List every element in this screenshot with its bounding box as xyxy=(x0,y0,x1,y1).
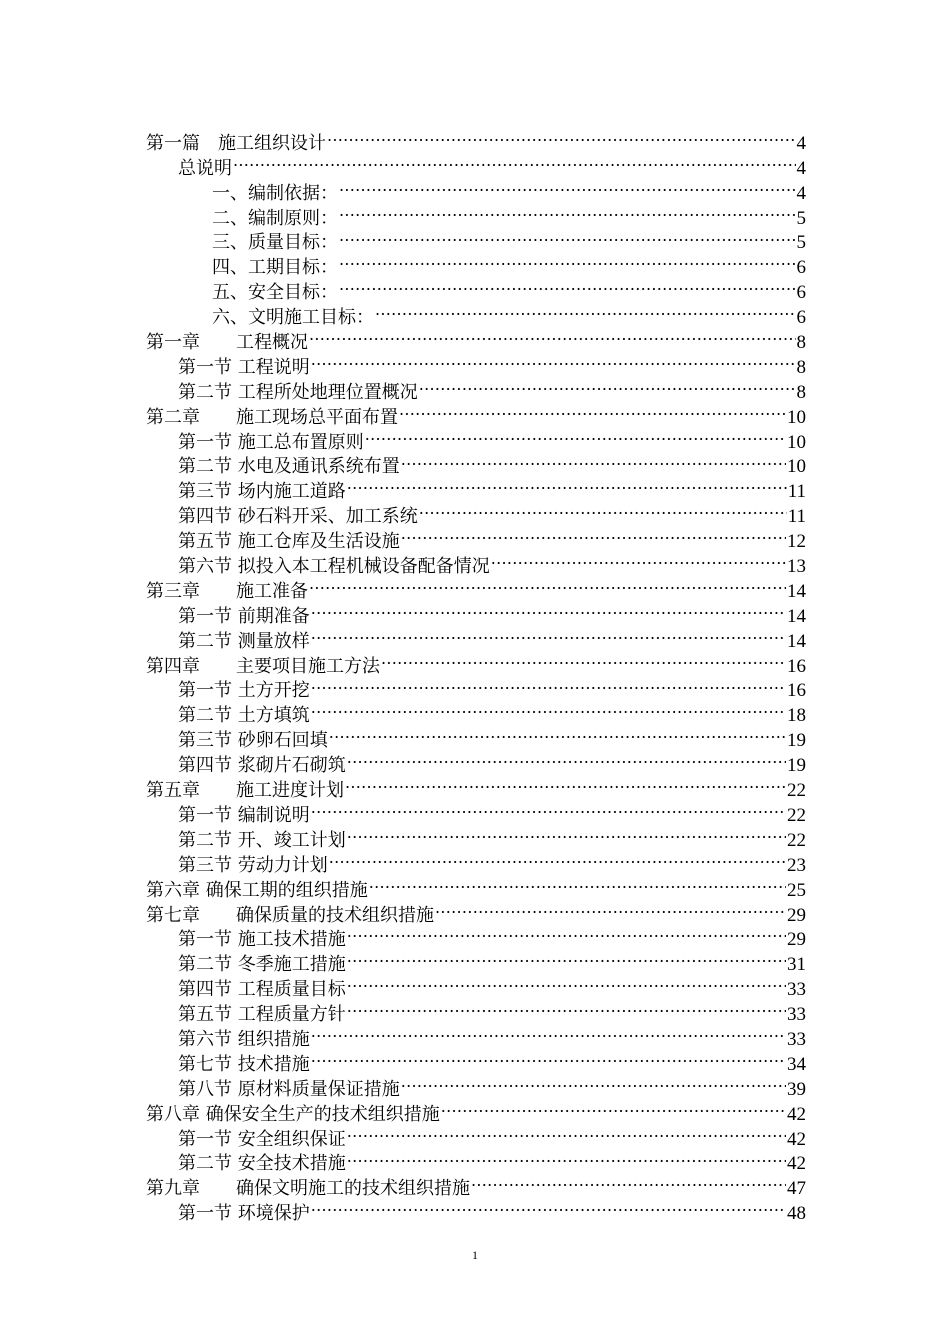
toc-entry-page-number: 29 xyxy=(787,904,806,926)
toc-entry-title: 第一节 施工总布置原则 xyxy=(178,431,364,453)
toc-entry-page-number: 8 xyxy=(796,356,806,378)
toc-entry-title: 第二节 工程所处地理位置概况 xyxy=(178,381,418,403)
toc-dot-leader xyxy=(339,174,796,199)
toc-dot-leader xyxy=(347,1145,786,1170)
toc-entry[interactable] xyxy=(146,149,806,179)
toc-entry-page-number: 33 xyxy=(787,1028,806,1050)
toc-entry-title: 第三节 场内施工道路 xyxy=(178,481,346,503)
toc-dot-leader xyxy=(339,199,796,224)
toc-entry-page-number: 8 xyxy=(796,332,806,354)
toc-entry-title: 总说明 xyxy=(178,157,232,179)
toc-entry-page-number: 19 xyxy=(787,755,806,777)
toc-entry-page-number: 14 xyxy=(787,605,806,627)
toc-entry-page-number: 16 xyxy=(787,655,806,677)
toc-entry-title: 第二节 冬季施工措施 xyxy=(178,954,346,976)
toc-dot-leader xyxy=(365,423,786,448)
toc-entry-page-number: 8 xyxy=(796,381,806,403)
toc-dot-leader xyxy=(419,373,796,398)
toc-dot-leader xyxy=(311,672,786,697)
toc-entry-page-number: 33 xyxy=(787,1004,806,1026)
toc-entry-title: 第九章 确保文明施工的技术组织措施 xyxy=(146,1178,470,1200)
toc-entry-page-number: 5 xyxy=(796,207,806,229)
toc-dot-leader xyxy=(311,696,786,721)
toc-entry-page-number: 47 xyxy=(787,1178,806,1200)
toc-dot-leader xyxy=(327,124,796,149)
toc-entry-page-number: 31 xyxy=(787,954,806,976)
toc-entry-page-number: 23 xyxy=(787,854,806,876)
toc-dot-leader xyxy=(471,1169,786,1194)
toc-entry-page-number: 11 xyxy=(787,481,806,503)
toc-dot-leader xyxy=(419,497,787,522)
toc-entry-title: 第四节 砂石料开采、加工系统 xyxy=(178,506,418,528)
toc-dot-leader xyxy=(375,298,796,323)
toc-dot-leader xyxy=(347,472,787,497)
toc-entry-title: 第一篇 施工组织设计 xyxy=(146,132,326,154)
toc-entry-title: 第四章 主要项目施工方法 xyxy=(146,655,380,677)
toc-dot-leader xyxy=(401,522,786,547)
toc-entry-page-number: 29 xyxy=(787,929,806,951)
toc-entry-page-number: 4 xyxy=(796,132,806,154)
table-of-contents xyxy=(146,124,806,1225)
toc-entry-page-number: 10 xyxy=(787,406,806,428)
toc-entry-page-number: 18 xyxy=(787,705,806,727)
toc-entry-title: 第八节 原材料质量保证措施 xyxy=(178,1078,400,1100)
toc-dot-leader xyxy=(435,896,786,921)
toc-entry-title: 六、文明施工目标： xyxy=(212,307,374,329)
toc-entry-page-number: 10 xyxy=(787,431,806,453)
toc-entry-page-number: 22 xyxy=(787,780,806,802)
toc-entry-title: 第一节 编制说明 xyxy=(178,804,310,826)
toc-entry-title: 第七章 确保质量的技术组织措施 xyxy=(146,904,434,926)
toc-entry-page-number: 13 xyxy=(787,556,806,578)
toc-entry-page-number: 48 xyxy=(787,1203,806,1225)
toc-dot-leader xyxy=(311,348,796,373)
toc-entry-title: 第三节 劳动力计划 xyxy=(178,854,328,876)
toc-dot-leader xyxy=(311,1020,786,1045)
page-number: 1 xyxy=(472,1248,478,1262)
toc-dot-leader xyxy=(311,1045,786,1070)
toc-entry-title: 第一节 工程说明 xyxy=(178,356,310,378)
toc-entry-page-number: 42 xyxy=(787,1128,806,1150)
toc-dot-leader xyxy=(347,821,786,846)
toc-entry-page-number: 6 xyxy=(796,257,806,279)
toc-entry-page-number: 10 xyxy=(787,456,806,478)
toc-dot-leader xyxy=(399,398,786,423)
toc-entry-title: 第五章 施工进度计划 xyxy=(146,780,344,802)
toc-entry-title: 第五节 工程质量方针 xyxy=(178,1004,346,1026)
toc-dot-leader xyxy=(347,995,786,1020)
toc-dot-leader xyxy=(347,1120,786,1145)
toc-entry-page-number: 39 xyxy=(787,1078,806,1100)
toc-entry-title: 第三章 施工准备 xyxy=(146,580,308,602)
toc-dot-leader xyxy=(369,871,786,896)
toc-entry-title: 第一章 工程概况 xyxy=(146,332,308,354)
toc-entry-page-number: 33 xyxy=(787,979,806,1001)
toc-entry-title: 第五节 施工仓库及生活设施 xyxy=(178,531,400,553)
toc-entry-page-number: 6 xyxy=(796,282,806,304)
toc-dot-leader xyxy=(347,945,786,970)
toc-dot-leader xyxy=(345,771,786,796)
toc-dot-leader xyxy=(309,323,796,348)
toc-dot-leader xyxy=(311,1194,786,1219)
toc-entry-page-number: 4 xyxy=(796,182,806,204)
toc-entry-page-number: 14 xyxy=(787,580,806,602)
toc-entry-title: 第六节 组织措施 xyxy=(178,1028,310,1050)
toc-entry-page-number: 19 xyxy=(787,730,806,752)
toc-entry-title: 第四节 工程质量目标 xyxy=(178,979,346,1001)
toc-entry-title: 第一节 土方开挖 xyxy=(178,680,310,702)
toc-entry-page-number: 42 xyxy=(787,1103,806,1125)
toc-dot-leader xyxy=(329,721,786,746)
toc-entry-title: 第二节 水电及通讯系统布置 xyxy=(178,456,400,478)
toc-entry-page-number: 4 xyxy=(796,157,806,179)
toc-entry-title: 第一节 前期准备 xyxy=(178,605,310,627)
toc-dot-leader xyxy=(491,547,786,572)
toc-entry-page-number: 11 xyxy=(787,506,806,528)
toc-entry-title: 第一节 施工技术措施 xyxy=(178,929,346,951)
toc-entry-title: 第三节 砂卵石回填 xyxy=(178,730,328,752)
toc-entry-title: 第二节 开、竣工计划 xyxy=(178,829,346,851)
toc-dot-leader xyxy=(339,248,796,273)
toc-entry-title: 第二章 施工现场总平面布置 xyxy=(146,406,398,428)
toc-entry[interactable] xyxy=(146,174,806,204)
toc-entry-title: 第一节 安全组织保证 xyxy=(178,1128,346,1150)
toc-dot-leader xyxy=(401,1070,786,1095)
toc-dot-leader xyxy=(311,796,786,821)
toc-dot-leader xyxy=(339,273,796,298)
toc-dot-leader xyxy=(347,970,786,995)
toc-dot-leader xyxy=(339,224,796,249)
toc-entry-title: 第二节 测量放样 xyxy=(178,630,310,652)
toc-dot-leader xyxy=(347,921,786,946)
toc-entry-title: 第二节 土方填筑 xyxy=(178,705,310,727)
toc-dot-leader xyxy=(347,746,786,771)
toc-entry-page-number: 6 xyxy=(796,307,806,329)
toc-entry-title: 一、编制依据： xyxy=(212,182,338,204)
toc-dot-leader xyxy=(311,597,786,622)
toc-entry-page-number: 5 xyxy=(796,232,806,254)
toc-entry-page-number: 34 xyxy=(787,1053,806,1075)
toc-entry-page-number: 16 xyxy=(787,680,806,702)
toc-entry-title: 第四节 浆砌片石砌筑 xyxy=(178,755,346,777)
toc-entry-title: 三、质量目标： xyxy=(212,232,338,254)
toc-entry-title: 第六节 拟投入本工程机械设备配备情况 xyxy=(178,556,490,578)
toc-entry-page-number: 22 xyxy=(787,804,806,826)
toc-dot-leader xyxy=(311,622,786,647)
toc-dot-leader xyxy=(329,846,786,871)
toc-entry-page-number: 42 xyxy=(787,1153,806,1175)
toc-dot-leader xyxy=(309,572,786,597)
toc-entry-page-number: 14 xyxy=(787,630,806,652)
toc-entry-page-number: 22 xyxy=(787,829,806,851)
toc-entry-title: 第二节 安全技术措施 xyxy=(178,1153,346,1175)
toc-entry-title: 第六章 确保工期的组织措施 xyxy=(146,879,368,901)
toc-entry-title: 五、安全目标： xyxy=(212,282,338,304)
toc-entry-title: 第八章 确保安全生产的技术组织措施 xyxy=(146,1103,440,1125)
toc-dot-leader xyxy=(401,448,786,473)
toc-entry-page-number: 12 xyxy=(787,531,806,553)
toc-entry-page-number: 25 xyxy=(787,879,806,901)
toc-entry-title: 第一节 环境保护 xyxy=(178,1203,310,1225)
toc-dot-leader xyxy=(233,149,796,174)
toc-entry[interactable] xyxy=(146,124,806,154)
toc-dot-leader xyxy=(441,1095,786,1120)
toc-entry-title: 第七节 技术措施 xyxy=(178,1053,310,1075)
toc-entry-title: 二、编制原则： xyxy=(212,207,338,229)
toc-dot-leader xyxy=(381,647,786,672)
toc-entry-title: 四、工期目标： xyxy=(212,257,338,279)
